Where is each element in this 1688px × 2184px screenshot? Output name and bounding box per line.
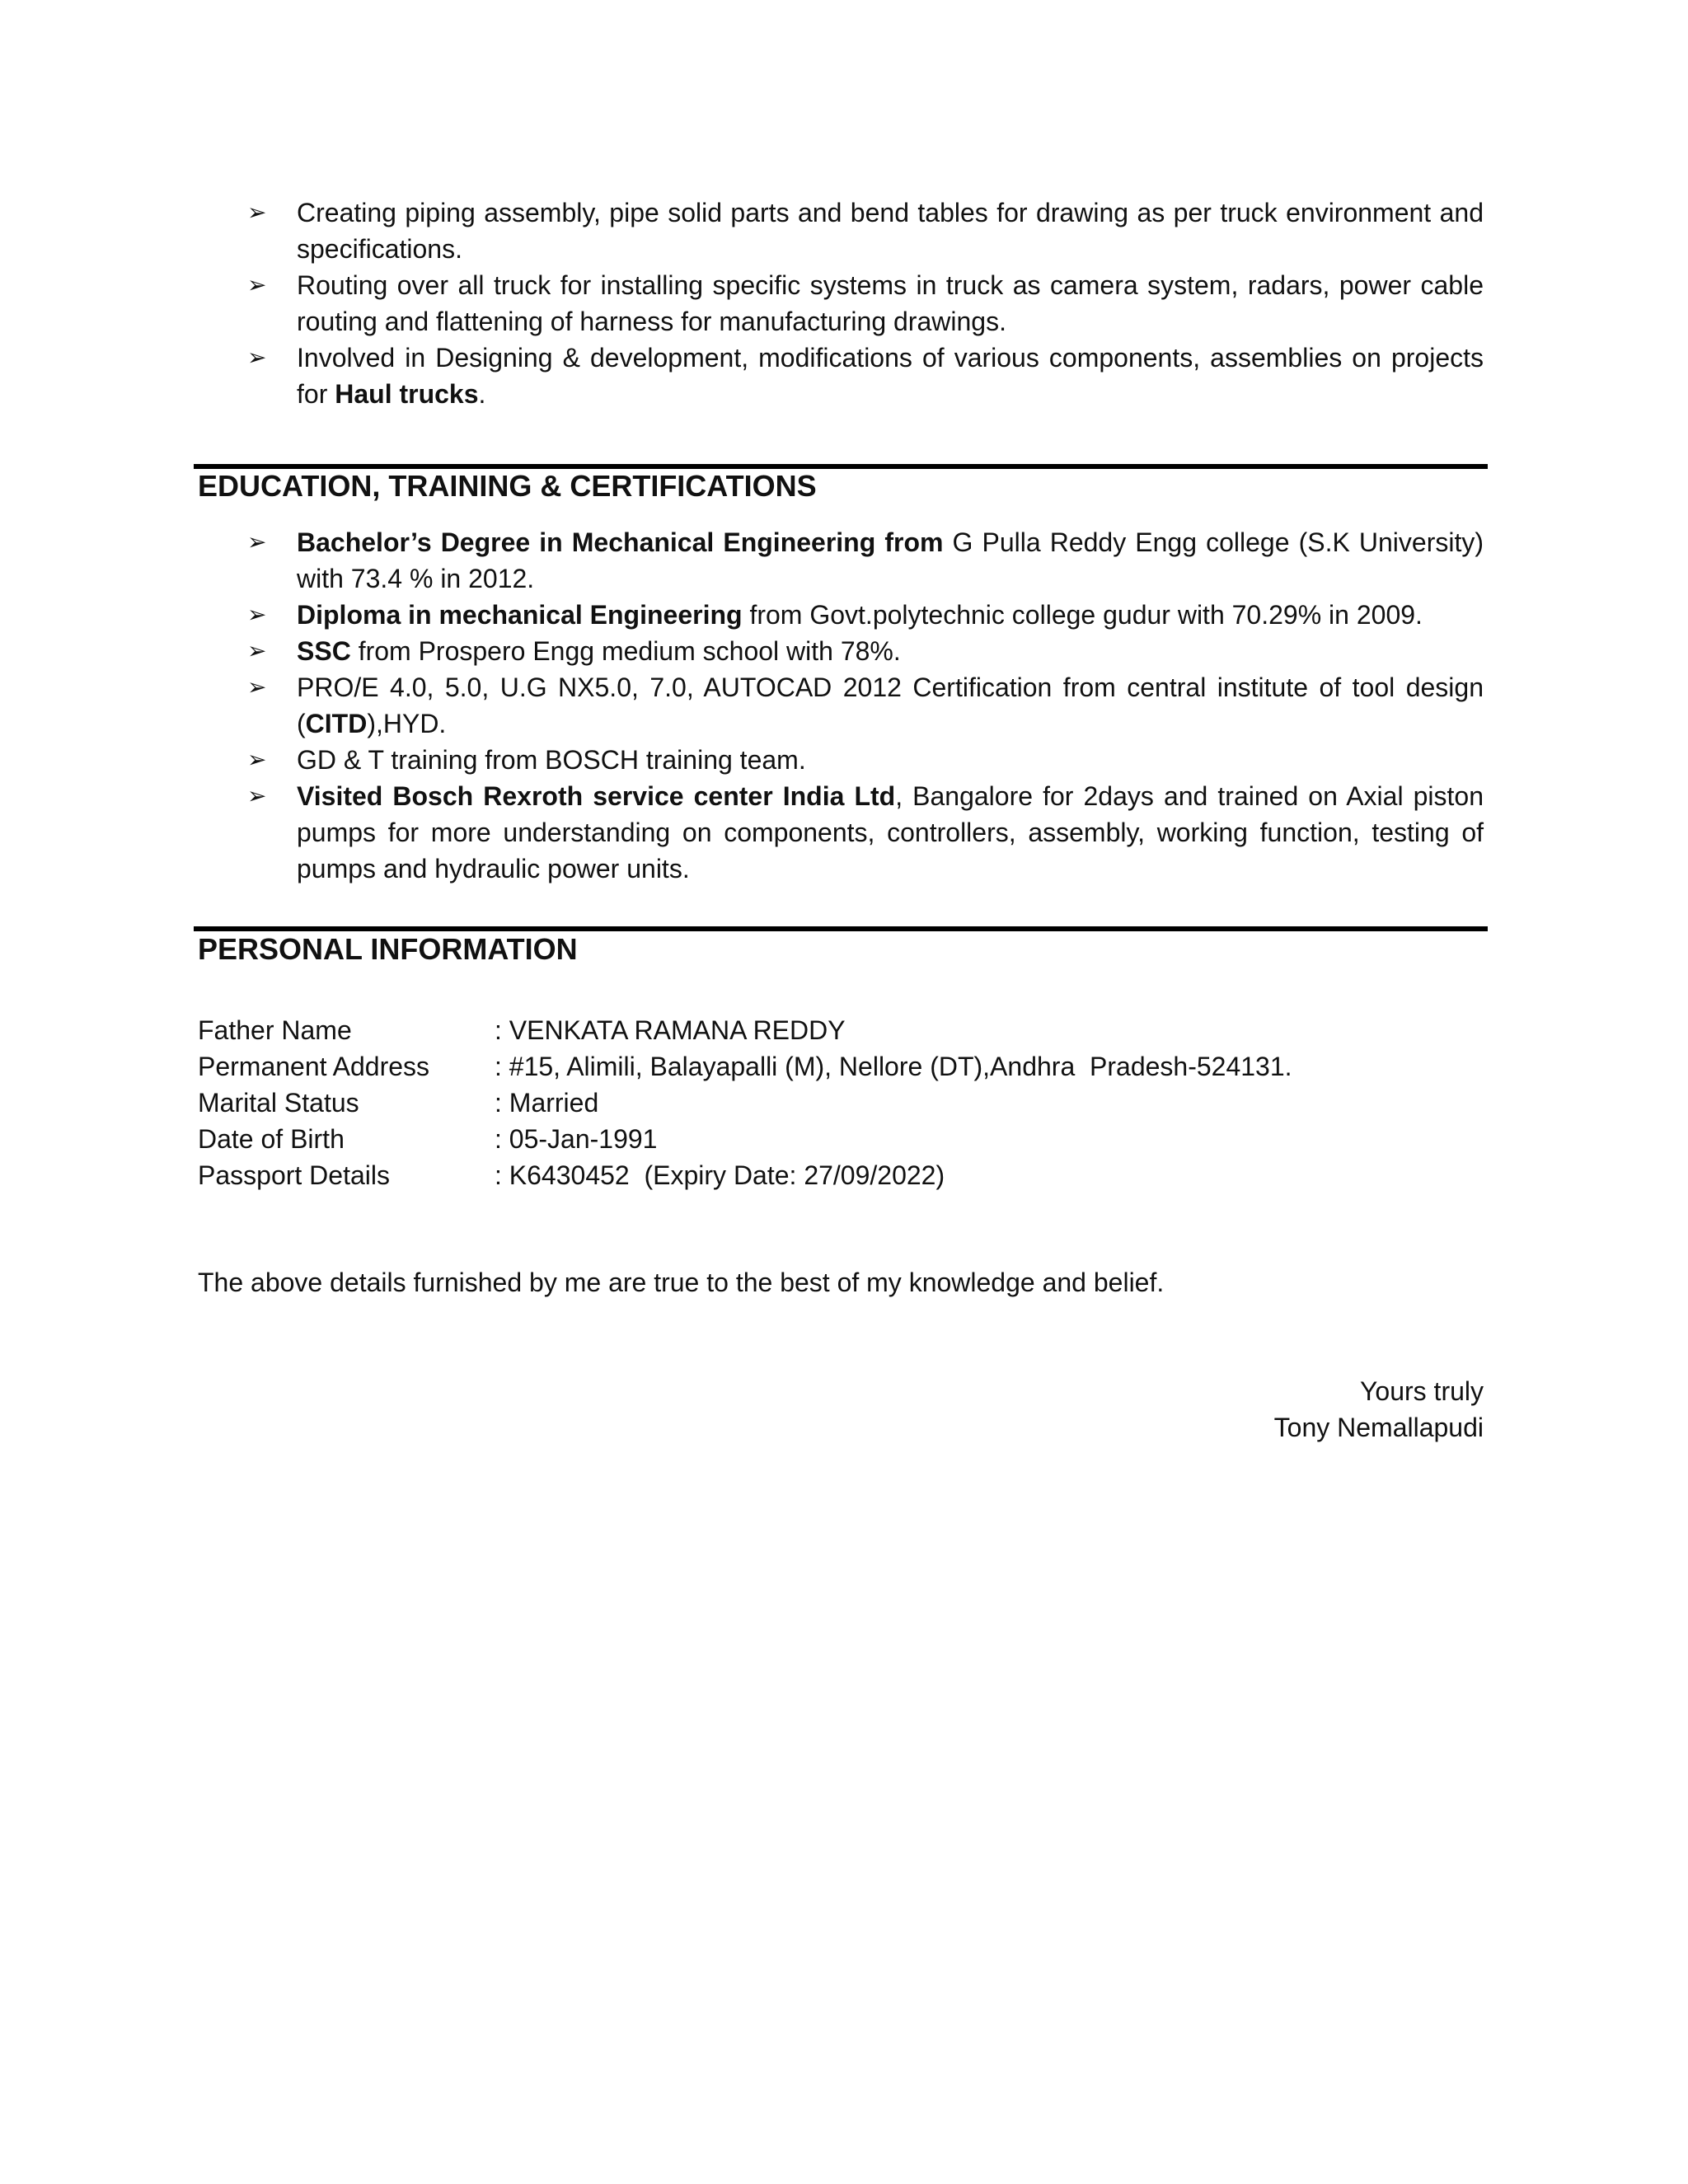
- info-row-father-name: [198, 1012, 1292, 1048]
- info-label: Marital Status: [198, 1088, 359, 1118]
- info-label: Permanent Address: [198, 1052, 430, 1081]
- bullet-text: Creating piping assembly, pipe solid parts and bend tables for drawing as per truck environment and specifications.: [297, 198, 1484, 264]
- info-value: : VENKATA RAMANA REDDY: [495, 1015, 846, 1045]
- signoff-name: Tony Nemallapudi: [1273, 1413, 1484, 1442]
- bullet-text: Diploma in mechanical Engineering from Govt.polytechnic college gudur with 70.29% in 2009.: [297, 600, 1423, 630]
- arrow-bullet-icon: ➢: [247, 746, 267, 773]
- info-row-permanent-address: [198, 1048, 1292, 1085]
- signoff-closing: Yours truly: [1360, 1376, 1484, 1406]
- experience-bullet-item: [247, 267, 1484, 340]
- info-value: : #15, Alimili, Balayapalli (M), Nellore (DT),Andhra Pradesh-524131.: [495, 1052, 1292, 1081]
- info-row-passport-details: [198, 1157, 1292, 1193]
- arrow-bullet-icon: ➢: [247, 199, 267, 226]
- bullet-text: SSC from Prospero Engg medium school with 78%.: [297, 636, 901, 666]
- info-value: : Married: [495, 1088, 599, 1118]
- info-row-date-of-birth: [198, 1121, 1292, 1157]
- declaration-text: The above details furnished by me are true to the best of my knowledge and belief.: [198, 1268, 1165, 1297]
- personal-info-table: [198, 1012, 1292, 1193]
- arrow-bullet-icon: ➢: [247, 528, 267, 555]
- education-bullet-item: [247, 524, 1484, 597]
- education-bullet-item: [247, 778, 1484, 887]
- arrow-bullet-icon: ➢: [247, 344, 267, 371]
- bullet-text: PRO/E 4.0, 5.0, U.G NX5.0, 7.0, AUTOCAD 2012 Certification from central institute of tool design (CITD),HYD.: [297, 673, 1484, 738]
- info-value: : K6430452 (Expiry Date: 27/09/2022): [495, 1160, 945, 1190]
- education-bullet-item: [247, 633, 1484, 669]
- experience-bullet-item: [247, 340, 1484, 412]
- arrow-bullet-icon: ➢: [247, 673, 267, 701]
- info-label: Father Name: [198, 1015, 352, 1045]
- info-row-marital-status: [198, 1085, 1292, 1121]
- education-bullet-item: [247, 669, 1484, 742]
- bullet-text: Bachelor’s Degree in Mechanical Engineering from G Pulla Reddy Engg college (S.K University) with 73.4 % in 2012.: [297, 527, 1484, 593]
- education-bullet-item: [247, 742, 1484, 778]
- experience-bullet-item: [247, 194, 1484, 267]
- bullet-text: Involved in Designing & development, modifications of various components, assemblies on projects for Haul trucks.: [297, 343, 1484, 409]
- experience-bullet-list: [247, 194, 1484, 412]
- info-value: : 05-Jan-1991: [495, 1124, 658, 1154]
- education-bullet-list: [247, 524, 1484, 887]
- arrow-bullet-icon: ➢: [247, 637, 267, 664]
- arrow-bullet-icon: ➢: [247, 601, 267, 628]
- bullet-text: GD & T training from BOSCH training team.: [297, 745, 806, 775]
- education-section-title: EDUCATION, TRAINING & CERTIFICATIONS: [198, 469, 817, 503]
- bullet-text: Routing over all truck for installing specific systems in truck as camera system, radars, power cable routing and flattening of harness for manufacturing drawings.: [297, 270, 1484, 336]
- education-bullet-item: [247, 597, 1484, 633]
- arrow-bullet-icon: ➢: [247, 271, 267, 298]
- info-label: Date of Birth: [198, 1124, 345, 1154]
- info-label: Passport Details: [198, 1160, 390, 1190]
- personal-section-title: PERSONAL INFORMATION: [198, 932, 578, 966]
- arrow-bullet-icon: ➢: [247, 782, 267, 809]
- bullet-text: Visited Bosch Rexroth service center India Ltd, Bangalore for 2days and trained on Axial piston pumps for more understanding on components, controllers, assembly, working function, testing of pumps and hydraulic power units.: [297, 781, 1484, 883]
- signoff-block: [1274, 1373, 1484, 1446]
